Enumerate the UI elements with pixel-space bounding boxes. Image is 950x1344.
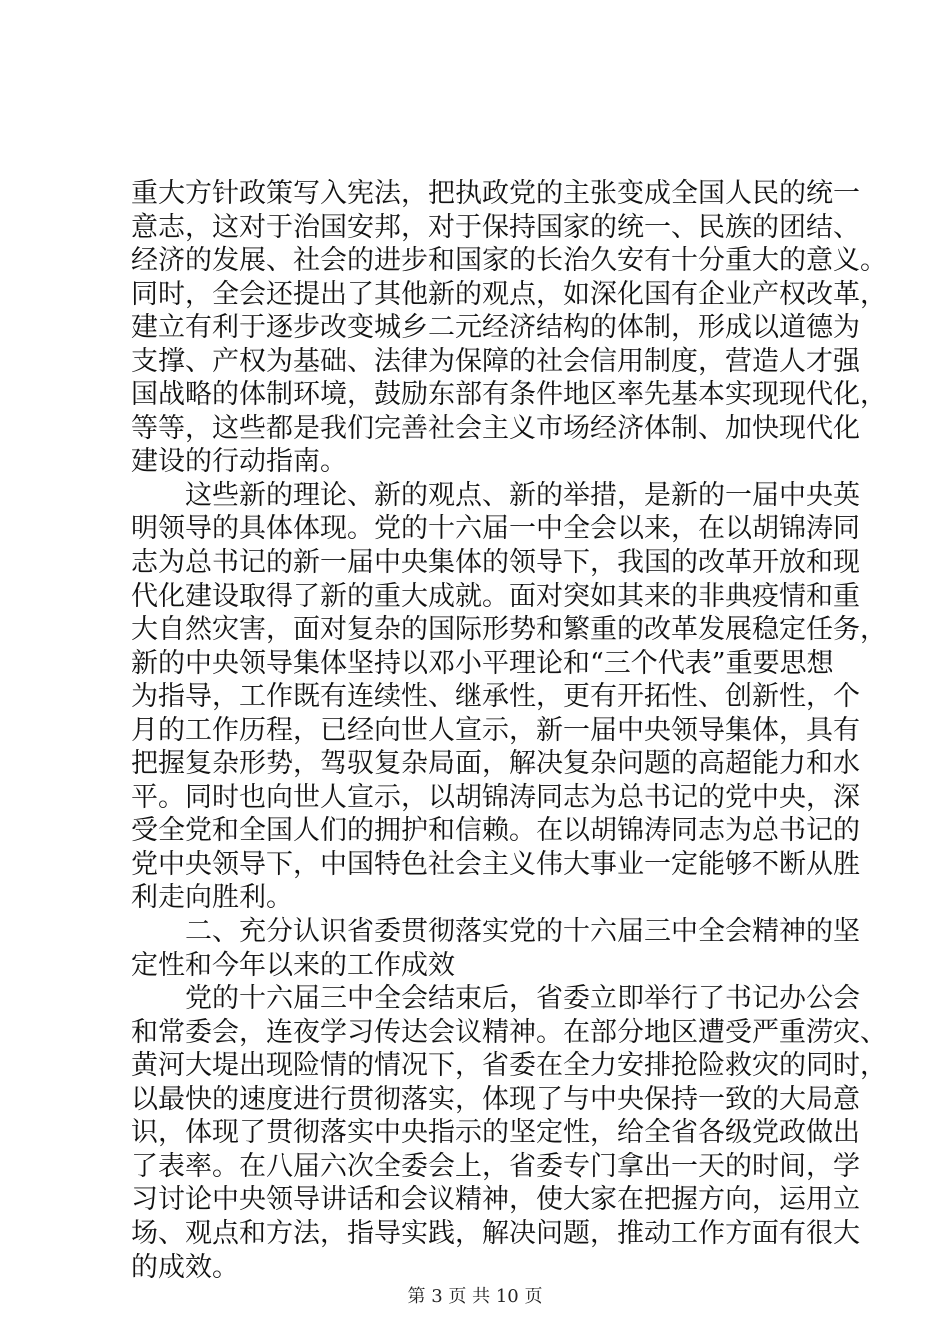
text-line: 习讨论中央领导讲话和会议精神，使大家在把握方向，运用立 <box>131 1184 860 1216</box>
text-line: 场、观点和方法，指导实践，解决问题，推动工作方面有很大 <box>131 1217 860 1249</box>
text-line: 定性和今年以来的工作成效 <box>131 949 455 981</box>
text-line: 重大方针政策写入宪法，把执政党的主张变成全国人民的统一 <box>131 178 860 209</box>
text-line: 等等，这些都是我们完善社会主义市场经济体制、加快现代化 <box>131 412 860 444</box>
text-line: 月的工作历程，已经向世人宣示，新一届中央领导集体，具有 <box>131 714 860 746</box>
text-line: 二、充分认识省委贯彻落实党的十六届三中全会精神的坚 <box>185 916 860 948</box>
text-line: 了表率。在八届六次全委会上，省委专门拿出一天的时间，学 <box>131 1150 860 1182</box>
text-line: 建设的行动指南。 <box>131 446 347 478</box>
text-line: 志为总书记的新一届中央集体的领导下，我国的改革开放和现 <box>131 547 860 579</box>
text-line: 平。同时也向世人宣示，以胡锦涛同志为总书记的党中央，深 <box>131 781 860 813</box>
body-text <box>131 177 887 1284</box>
text-line: 新的中央领导集体坚持以邓小平理论和“三个代表”重要思想 <box>131 647 834 679</box>
text-line: 代化建设取得了新的重大成就。面对突如其来的非典疫情和重 <box>131 580 860 612</box>
text-line: 党的十六届三中全会结束后，省委立即举行了书记办公会 <box>185 983 860 1015</box>
text-line: 大自然灾害，面对复杂的国际形势和繁重的改革发展稳定任务， <box>131 614 887 646</box>
text-line: 黄河大堤出现险情的情况下，省委在全力安排抢险救灾的同时， <box>131 1050 887 1082</box>
text-line: 受全党和全国人们的拥护和信赖。在以胡锦涛同志为总书记的 <box>131 815 860 847</box>
text-line: 识，体现了贯彻落实中央指示的坚定性，给全省各级党政做出 <box>131 1117 860 1149</box>
text-line: 同时，全会还提出了其他新的观点，如深化国有企业产权改革， <box>131 278 887 310</box>
text-line: 把握复杂形势，驾驭复杂局面，解决复杂问题的高超能力和水 <box>131 748 860 780</box>
text-line: 经济的发展、社会的进步和国家的长治久安有十分重大的意义。 <box>131 245 887 277</box>
text-line: 明领导的具体体现。党的十六届一中全会以来，在以胡锦涛同 <box>131 513 860 545</box>
text-line: 的成效。 <box>131 1251 239 1283</box>
text-line: 支撑、产权为基础、法律为保障的社会信用制度，营造人才强 <box>131 345 860 377</box>
text-line: 意志，这对于治国安邦，对于保持国家的统一、民族的团结、 <box>131 211 860 243</box>
text-line: 以最快的速度进行贯彻落实，体现了与中央保持一致的大局意 <box>131 1083 860 1115</box>
text-line: 利走向胜利。 <box>131 882 293 914</box>
text-line: 建立有利于逐步改变城乡二元经济结构的体制，形成以道德为 <box>131 312 860 344</box>
text-line: 国战略的体制环境，鼓励东部有条件地区率先基本实现现代化， <box>131 379 887 411</box>
page-footer: 第 3 页 共 10 页 <box>407 1286 543 1307</box>
text-line: 这些新的理论、新的观点、新的举措，是新的一届中央英 <box>185 479 860 511</box>
text-line: 党中央领导下，中国特色社会主义伟大事业一定能够不断从胜 <box>131 848 860 880</box>
text-line: 和常委会，连夜学习传达会议精神。在部分地区遭受严重涝灾、 <box>131 1016 887 1048</box>
text-line: 为指导，工作既有连续性、继承性，更有开拓性、创新性，个 <box>131 681 860 713</box>
